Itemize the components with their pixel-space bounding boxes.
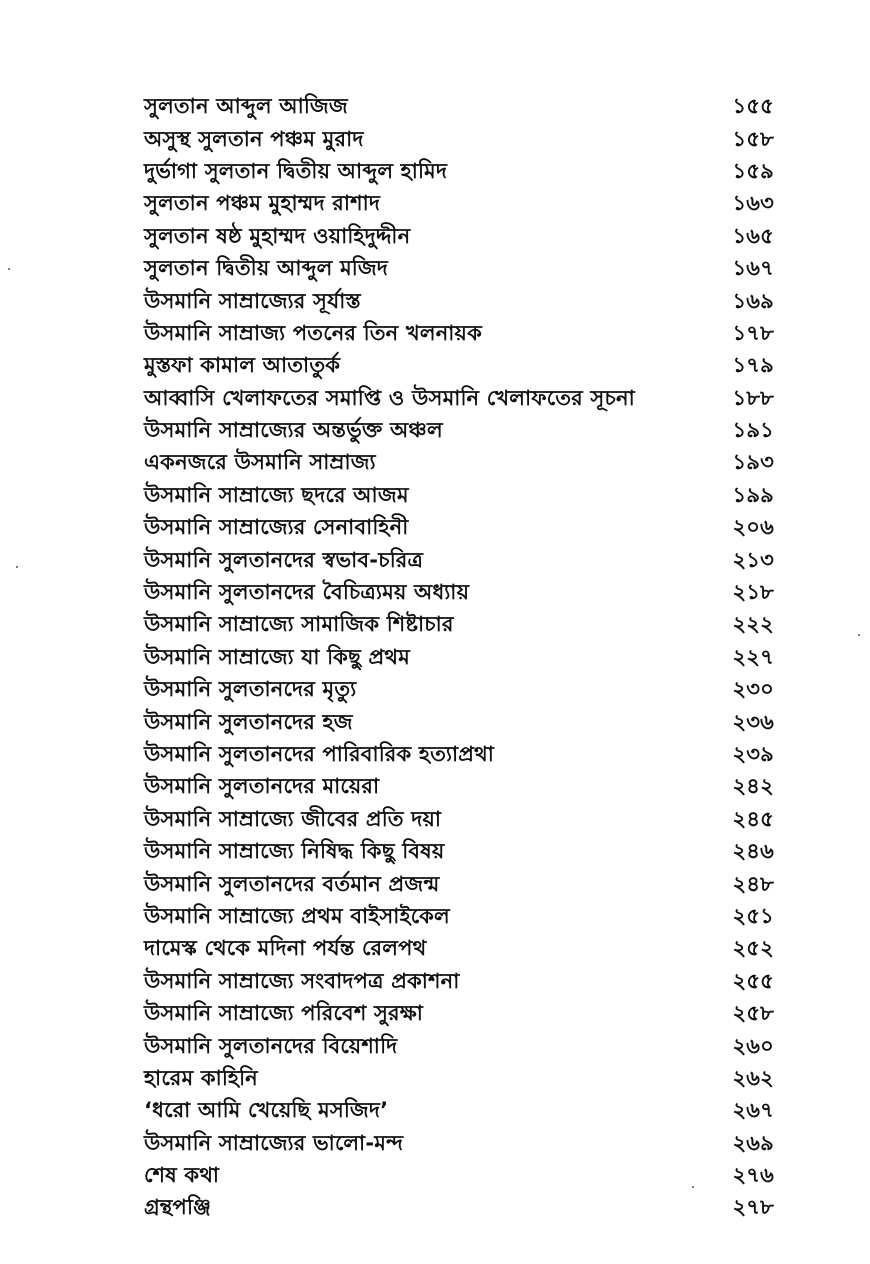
toc-entry-page-number: ১৮৮ xyxy=(732,385,774,410)
toc-entry xyxy=(144,155,774,187)
toc-entry-title: উসমানি সুলতানদের বর্তমান প্রজন্ম xyxy=(144,871,440,896)
toc-entry-page-number: ২৪৫ xyxy=(732,806,774,831)
toc-entry-page-number: ২৭৮ xyxy=(732,1195,774,1220)
toc-entry-title: উসমানি সাম্রাজ্যে পরিবেশ সুরক্ষা xyxy=(144,1001,424,1026)
toc-entry-page-number: ১৯৩ xyxy=(732,450,774,475)
toc-entry-title: উসমানি সাম্রাজ্যের ভালো-মন্দ xyxy=(144,1130,404,1155)
toc-entry xyxy=(144,608,774,640)
toc-entry-page-number: ২৩৬ xyxy=(732,709,774,734)
toc-entry-title: দামেস্ক থেকে মদিনা পর্যন্ত রেলপথ xyxy=(144,936,427,961)
toc-entry-page-number: ১৬৭ xyxy=(732,256,774,281)
toc-entry-title: উসমানি সুলতানদের হজ xyxy=(144,709,353,734)
toc-entry xyxy=(144,1029,774,1061)
toc-entry-page-number: ২৫৫ xyxy=(732,968,774,993)
toc-entry xyxy=(144,932,774,964)
toc-entry xyxy=(144,1094,774,1126)
table-of-contents xyxy=(144,90,774,1224)
toc-entry xyxy=(144,1127,774,1159)
toc-entry-title: উসমানি সুলতানদের বিয়েশাদি xyxy=(144,1033,398,1058)
toc-entry-title: উসমানি সুলতানদের মায়েরা xyxy=(144,774,380,799)
toc-entry xyxy=(144,122,774,154)
toc-entry xyxy=(144,673,774,705)
toc-entry xyxy=(144,220,774,252)
toc-entry xyxy=(144,284,774,316)
toc-entry xyxy=(144,965,774,997)
toc-entry xyxy=(144,835,774,867)
toc-entry-page-number: ২২৭ xyxy=(732,644,774,669)
toc-entry-page-number: ১৯৯ xyxy=(732,482,774,507)
toc-entry-page-number: ২৭৬ xyxy=(732,1163,774,1188)
toc-entry-page-number: ১৭৮ xyxy=(732,320,774,345)
toc-entry-page-number: ২৫১ xyxy=(732,903,774,928)
toc-entry-title: উসমানি সুলতানদের বৈচিত্র্যময় অধ্যায় xyxy=(144,580,470,605)
toc-entry xyxy=(144,705,774,737)
toc-entry-title: উসমানি সাম্রাজ্যের সূর্যাস্ত xyxy=(144,288,361,313)
toc-entry-page-number: ২৩০ xyxy=(732,677,774,702)
toc-entry-title: উসমানি সাম্রাজ্যে সামাজিক শিষ্টাচার xyxy=(144,612,454,637)
toc-entry-title: উসমানি সুলতানদের পারিবারিক হত্যাপ্রথা xyxy=(144,742,495,766)
toc-entry-title: সুলতান পঞ্চম মুহাম্মদ রাশাদ xyxy=(144,191,381,216)
toc-entry xyxy=(144,479,774,511)
toc-entry-page-number: ১৫৮ xyxy=(732,126,774,151)
toc-entry xyxy=(144,900,774,932)
toc-entry-page-number: ১৫৫ xyxy=(732,94,774,119)
toc-entry-title: উসমানি সাম্রাজ্যে যা কিছু প্রথম xyxy=(144,644,411,669)
toc-entry-page-number: ১৬৩ xyxy=(732,191,774,216)
toc-entry-title: অসুস্থ সুলতান পঞ্চম মুরাদ xyxy=(144,126,364,151)
toc-entry xyxy=(144,1062,774,1094)
toc-entry-page-number: ২৩৯ xyxy=(732,742,774,766)
toc-entry-title: উসমানি সাম্রাজ্যে সংবাদপত্র প্রকাশনা xyxy=(144,968,460,993)
toc-entry-page-number: ২৪৬ xyxy=(732,839,774,864)
toc-entry-page-number: ২১৮ xyxy=(732,580,774,605)
toc-entry-title: উসমানি সাম্রাজ্যে ছদরে আজম xyxy=(144,482,409,507)
toc-entry-title: উসমানি সুলতানদের মৃত্যু xyxy=(144,677,357,702)
toc-entry-page-number: ২৬৭ xyxy=(732,1098,774,1123)
toc-entry-page-number: ২২২ xyxy=(732,612,774,637)
toc-entry xyxy=(144,349,774,381)
toc-entry xyxy=(144,382,774,414)
toc-entry-page-number: ১৯১ xyxy=(732,418,774,443)
scan-speck xyxy=(858,634,860,636)
toc-entry xyxy=(144,187,774,219)
toc-entry xyxy=(144,867,774,899)
toc-entry-title: উসমানি সাম্রাজ্যে নিষিদ্ধ কিছু বিষয় xyxy=(144,839,445,864)
toc-entry xyxy=(144,738,774,770)
toc-entry-title: উসমানি সাম্রাজ্যের সেনাবাহিনী xyxy=(144,515,409,540)
toc-entry-title: উসমানি সুলতানদের স্বভাব-চরিত্র xyxy=(144,547,424,572)
toc-entry-title: গ্রন্থপঞ্জি xyxy=(144,1195,212,1220)
toc-entry-title: উসমানি সাম্রাজ্যের অন্তর্ভুক্ত অঞ্চল xyxy=(144,418,443,443)
toc-entry xyxy=(144,997,774,1029)
toc-entry-page-number: ১৬৯ xyxy=(732,288,774,313)
toc-entry-title: সুলতান দ্বিতীয় আব্দুল মজিদ xyxy=(144,256,389,281)
toc-entry-page-number: ২৬৯ xyxy=(732,1130,774,1155)
toc-entry xyxy=(144,317,774,349)
toc-entry xyxy=(144,1191,774,1223)
toc-entry-title: হারেম কাহিনি xyxy=(144,1065,258,1090)
toc-entry-title: একনজরে উসমানি সাম্রাজ্য xyxy=(144,450,376,475)
toc-entry-page-number: ২৪৮ xyxy=(732,871,774,896)
scan-speck xyxy=(692,1186,694,1188)
toc-entry-page-number: ১৬৫ xyxy=(732,223,774,248)
toc-entry xyxy=(144,576,774,608)
toc-entry xyxy=(144,1159,774,1191)
toc-entry-title: উসমানি সাম্রাজ্যে জীবের প্রতি দয়া xyxy=(144,806,442,831)
toc-entry-title: দুর্ভাগা সুলতান দ্বিতীয় আব্দুল হামিদ xyxy=(144,158,448,183)
toc-entry xyxy=(144,641,774,673)
toc-entry-title: শেষ কথা xyxy=(144,1163,220,1188)
scan-speck xyxy=(8,268,10,270)
toc-entry-title: উসমানি সাম্রাজ্য পতনের তিন খলনায়ক xyxy=(144,320,483,345)
scan-speck xyxy=(16,566,18,568)
toc-entry-title: আব্বাসি খেলাফতের সমাপ্তি ও উসমানি খেলাফতের সূচনা xyxy=(144,385,635,410)
toc-entry-title: উসমানি সাম্রাজ্যে প্রথম বাইসাইকেল xyxy=(144,903,450,928)
toc-entry-title: সুলতান আব্দুল আজিজ xyxy=(144,94,348,119)
toc-entry xyxy=(144,414,774,446)
toc-entry-title: ‘ধরো আমি খেয়েছি মসজিদ’ xyxy=(144,1098,389,1123)
toc-entry-page-number: ২৬০ xyxy=(732,1033,774,1058)
toc-entry-page-number: ২৫২ xyxy=(732,936,774,961)
toc-entry xyxy=(144,252,774,284)
toc-entry-page-number: ২৪২ xyxy=(732,774,774,799)
toc-entry xyxy=(144,543,774,575)
toc-entry-page-number: ১৭৯ xyxy=(732,353,774,378)
toc-entry xyxy=(144,803,774,835)
toc-entry xyxy=(144,446,774,478)
toc-entry xyxy=(144,511,774,543)
toc-entry-title: সুলতান ষষ্ঠ মুহাম্মদ ওয়াহিদুদ্দীন xyxy=(144,223,411,248)
toc-entry xyxy=(144,770,774,802)
toc-entry-page-number: ২০৬ xyxy=(732,515,774,540)
toc-entry-page-number: ২৬২ xyxy=(732,1065,774,1090)
toc-entry-page-number: ২১৩ xyxy=(732,547,774,572)
toc-entry-title: মুস্তফা কামাল আতাতুর্ক xyxy=(144,353,341,378)
toc-entry xyxy=(144,90,774,122)
toc-entry-page-number: ২৫৮ xyxy=(732,1001,774,1026)
toc-entry-page-number: ১৫৯ xyxy=(732,158,774,183)
